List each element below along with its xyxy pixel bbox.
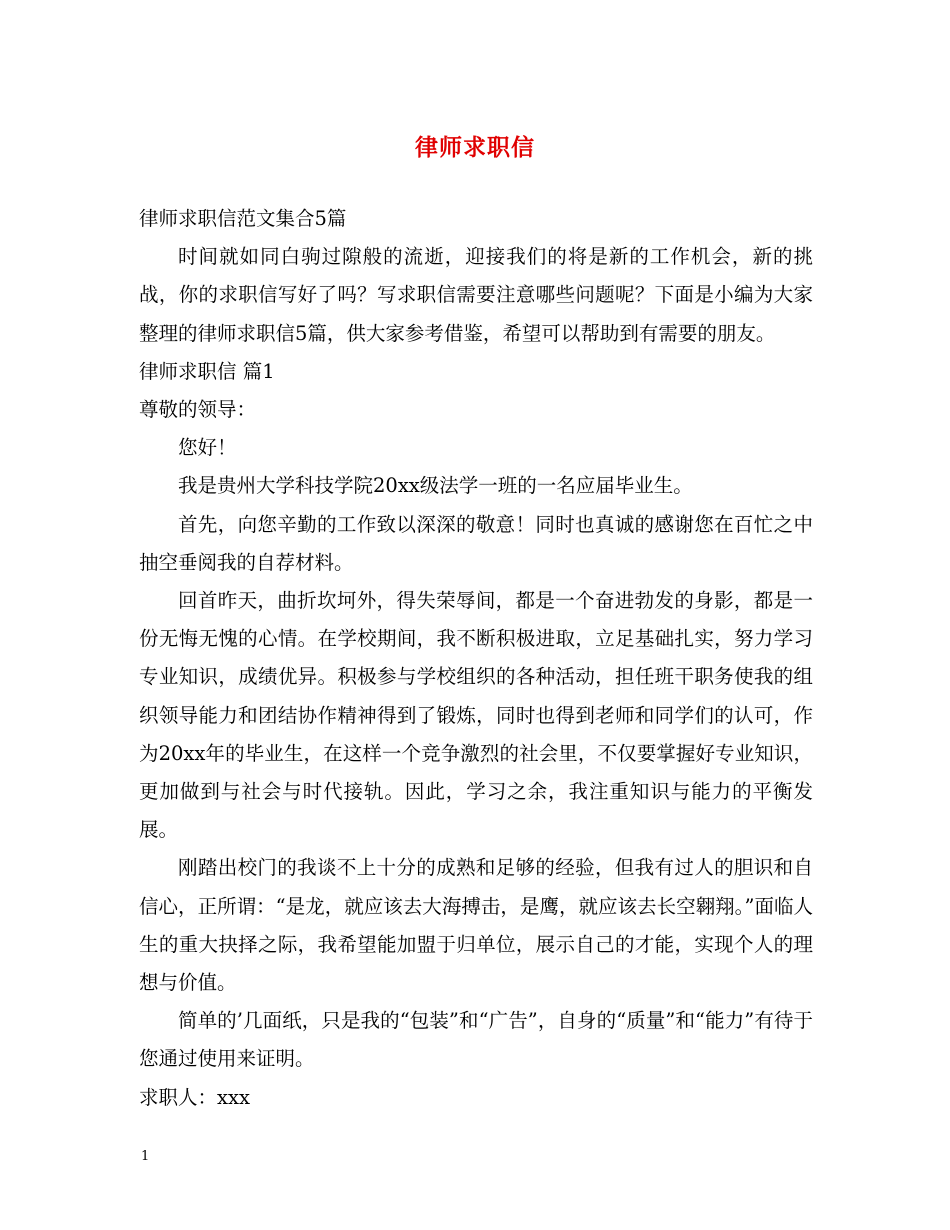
page-number: 1 bbox=[141, 1149, 150, 1164]
intro-paragraph: 时间就如同白驹过隙般的流逝，迎接我们的将是新的工作机会，新的挑战，你的求职信写好了吗？写求职信需要注意哪些问题呢？下面是小编为大家整理的律师求职信5篇，供大家参考借鉴，希望可以帮助到有需要的朋友。 bbox=[139, 245, 813, 345]
document-body bbox=[139, 200, 813, 1117]
body-paragraph: 简单的’几面纸，只是我的“包装”和“广告”，自身的“质量”和“能力”有待于您通过使用来证明。 bbox=[139, 1009, 813, 1071]
body-paragraph: 我是贵州大学科技学院20xx级法学一班的一名应届毕业生。 bbox=[178, 474, 693, 498]
body-paragraph: 首先，向您辛勤的工作致以深深的敬意！同时也真诚的感谢您在百忙之中抽空垂阅我的自荐材料。 bbox=[139, 512, 813, 574]
body-paragraph: 刚踏出校门的我谈不上十分的成熟和足够的经验，但我有过人的胆识和自信心，正所谓：“是龙，就应该去大海搏击，是鹰，就应该去长空翱翔。”面临人生的重大抉择之际，我希望能加盟于归单位，展示自己的才能，实现个人的理想与价值。 bbox=[139, 856, 813, 995]
document-subtitle: 律师求职信范文集合5篇 bbox=[139, 207, 347, 230]
signature: 求职人：xxx bbox=[139, 1085, 250, 1109]
body-paragraph: 回首昨天，曲折坎坷外，得失荣辱间，都是一个奋进勃发的身影，都是一份无悔无愧的心情。在学校期间，我不断积极进取，立足基础扎实，努力学习专业知识，成绩优异。积极参与学校组织的各种活动，担任班干职务使我的组织领导能力和团结协作精神得到了锻炼，同时也得到老师和同学们的认可，作为20xx年的毕业生，在这样一个竞争激烈的社会里，不仅要掌握好专业知识，更加做到与社会与时代接轨。因此，学习之余，我注重知识与能力的平衡发展。 bbox=[139, 589, 813, 842]
document-title: 律师求职信 bbox=[415, 135, 535, 161]
greeting: 您好！ bbox=[178, 436, 237, 460]
section-heading: 律师求职信 篇1 bbox=[139, 359, 275, 383]
salutation: 尊敬的领导： bbox=[139, 398, 257, 422]
